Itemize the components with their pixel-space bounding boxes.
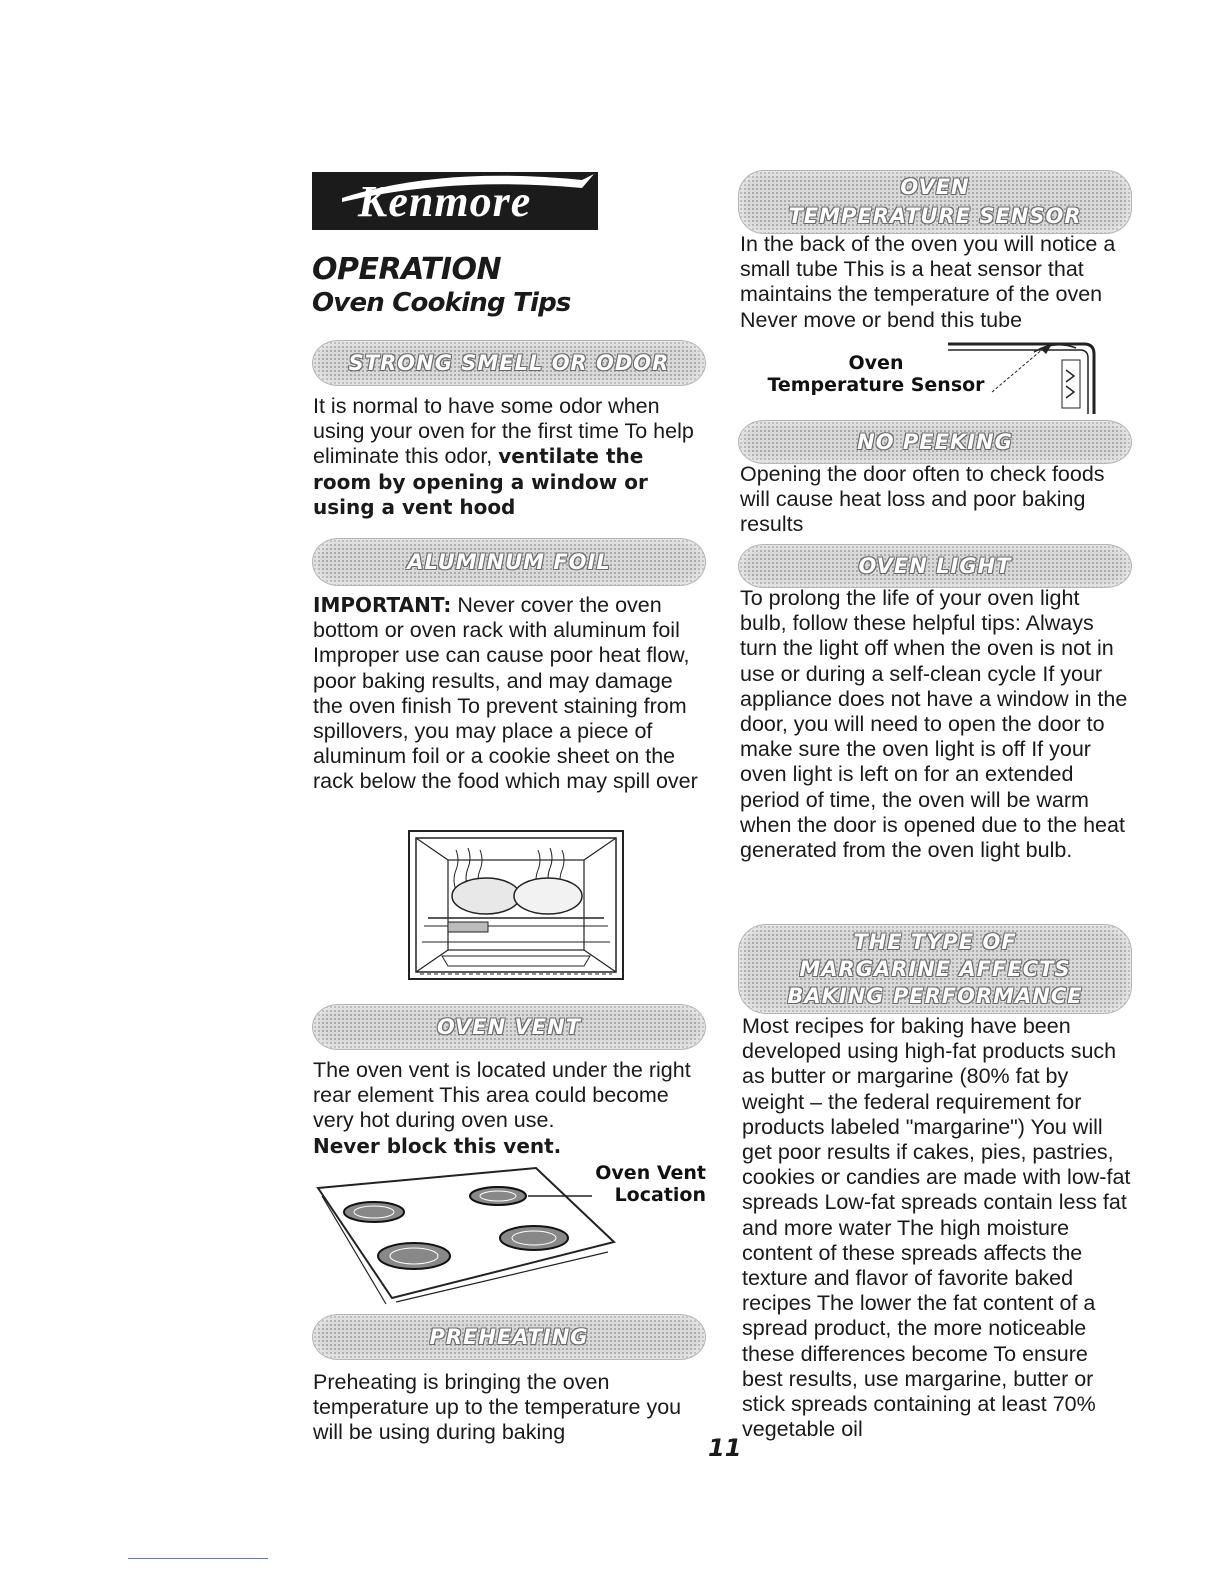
- section-title: OVEN LIGHT: [858, 554, 1012, 578]
- section-title-line1: THE TYPE OF: [853, 930, 1017, 954]
- oven-interior-illustration: [408, 830, 624, 980]
- foil-paragraph: [313, 593, 705, 795]
- section-header-aluminum-foil: [312, 538, 706, 586]
- vent-paragraph: [313, 1058, 705, 1159]
- section-title-line1: OVEN: [900, 175, 970, 199]
- margarine-paragraph: Most recipes for baking have been developed using high-fat products such as butter or margarine (80% fat by weight – the federal requirement for products labeled "margarine") You will get poor results if cakes, pies, pastries, cookies or candies are made with low-fat spreads Low-fat spreads contain less fat and more water The high moisture content of these spreads affects the texture and flavor of favorite baked recipes The lower the fat content of a spread product, the more noticeable these differences become To ensure best results, use margarine, butter or stick spreads containing at least 70% vegetable oil: [742, 1014, 1131, 1442]
- section-header-strong-smell: [312, 340, 706, 386]
- temperature-sensor-illustration: [944, 336, 1104, 416]
- kenmore-logo: [312, 172, 598, 230]
- section-header-oven-light: [738, 544, 1132, 588]
- preheat-paragraph: Preheating is bringing the oven temperature up to the temperature you will be using during baking: [313, 1370, 682, 1445]
- section-title-line3: BAKING PERFORMANCE: [787, 984, 1083, 1008]
- divider: [128, 1558, 268, 1559]
- section-title: PREHEATING: [429, 1325, 589, 1349]
- section-header-margarine: [738, 924, 1132, 1014]
- brand-name: Kenmore: [358, 177, 532, 226]
- section-header-oven-vent: [312, 1004, 706, 1050]
- section-title: NO PEEKING: [857, 430, 1013, 454]
- important-label: IMPORTANT:: [313, 593, 452, 617]
- vent-text: The oven vent is located under the right rear element This area could become very hot during oven use.: [313, 1058, 691, 1133]
- section-title-line2: MARGARINE AFFECTS: [799, 957, 1071, 981]
- sensor-paragraph: In the back of the oven you will notice a small tube This is a heat sensor that maintains the temperature of the oven Never move or bend this tube: [740, 232, 1116, 332]
- light-paragraph: To prolong the life of your oven light bulb, follow these helpful tips: Always turn the light off when the oven is not in use or during a self-clean cycle If your appliance does not have a window in the door, you will need to open the door to make sure the oven light is off If your oven light is left on for an extended period of time, the oven will be warm when the door is opened due to the heat generated from the oven light bulb.: [740, 586, 1128, 863]
- section-header-preheating: [312, 1314, 706, 1360]
- peek-paragraph: Opening the door often to check foods will cause heat loss and poor baking results: [740, 462, 1105, 537]
- page-number: 11: [708, 1434, 742, 1462]
- page-heading: OPERATION: [312, 252, 502, 287]
- vent-figure-label: [588, 1162, 706, 1206]
- section-header-no-peeking: [738, 420, 1132, 464]
- section-title: STRONG SMELL OR ODOR: [348, 351, 670, 375]
- page-subheading: Oven Cooking Tips: [312, 288, 571, 318]
- smell-paragraph: [313, 394, 705, 520]
- vent-label-line1: Oven Vent: [595, 1162, 706, 1184]
- vent-label-line2: Location: [614, 1184, 706, 1206]
- section-title-line2: TEMPERATURE SENSOR: [788, 204, 1082, 228]
- section-title: OVEN VENT: [436, 1015, 582, 1039]
- smell-bold-text: ventilate the room by opening a window or using a vent hood: [313, 444, 648, 519]
- section-header-oven-temperature-sensor: [738, 170, 1132, 234]
- cooktop-illustration: [316, 1166, 616, 1306]
- foil-text: Never cover the oven bottom or oven rack with aluminum foil Improper use can cause poor heat flow, poor baking results, and may damage the oven finish To prevent staining from spillovers, you may place a piece of aluminum foil or a cookie sheet on the rack below the food which may spill over: [313, 593, 698, 794]
- sensor-label-line2: Temperature Sensor: [767, 374, 985, 396]
- smell-text: It is normal to have some odor when using your oven for the first time To help eliminate this odor,: [313, 394, 694, 469]
- sensor-label-line1: Oven: [848, 352, 904, 374]
- section-title: ALUMINUM FOIL: [407, 550, 611, 574]
- vent-warning: Never block this vent.: [313, 1133, 562, 1158]
